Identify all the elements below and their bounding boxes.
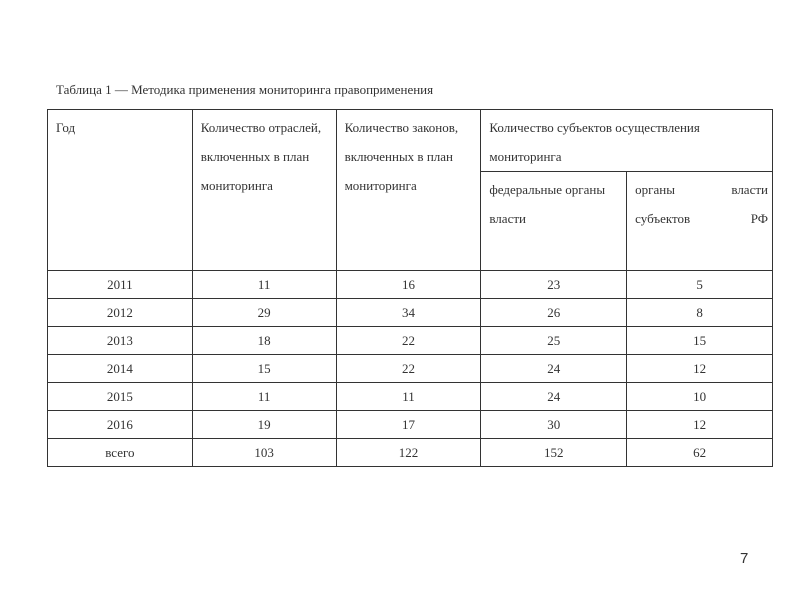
cell-federal: 30: [481, 411, 627, 439]
cell-laws: 122: [336, 439, 481, 467]
cell-year: 2012: [48, 299, 193, 327]
cell-regional: 10: [627, 383, 773, 411]
cell-federal: 23: [481, 271, 627, 299]
cell-laws: 16: [336, 271, 481, 299]
header-regional: органы власти субъектов РФ: [627, 172, 773, 271]
cell-regional: 8: [627, 299, 773, 327]
table-row: [48, 299, 773, 327]
cell-federal: 26: [481, 299, 627, 327]
cell-sectors: 18: [192, 327, 336, 355]
cell-regional: 62: [627, 439, 773, 467]
cell-sectors: 11: [192, 383, 336, 411]
cell-laws: 22: [336, 355, 481, 383]
cell-regional: 12: [627, 411, 773, 439]
table-row: [48, 327, 773, 355]
table-row: [48, 383, 773, 411]
cell-laws: 34: [336, 299, 481, 327]
header-row-1: [48, 110, 773, 172]
header-laws: Количество законов, включенных в план мониторинга: [336, 110, 481, 271]
cell-federal: 152: [481, 439, 627, 467]
header-subjects-group: Количество субъектов осуществления мониторинга: [481, 110, 773, 172]
table-row: [48, 411, 773, 439]
monitoring-table: [47, 109, 773, 467]
cell-year: 2015: [48, 383, 193, 411]
cell-year: 2016: [48, 411, 193, 439]
cell-sectors: 11: [192, 271, 336, 299]
cell-laws: 17: [336, 411, 481, 439]
cell-year: 2011: [48, 271, 193, 299]
header-federal: федеральные органы власти: [481, 172, 627, 271]
cell-federal: 24: [481, 383, 627, 411]
table-caption: Таблица 1 — Методика применения мониторинга правоприменения: [56, 82, 434, 97]
cell-federal: 24: [481, 355, 627, 383]
cell-sectors: 15: [192, 355, 336, 383]
cell-laws: 22: [336, 327, 481, 355]
header-sectors: Количество отраслей, включенных в план мониторинга: [192, 110, 336, 271]
cell-federal: 25: [481, 327, 627, 355]
header-year: Год: [48, 110, 193, 271]
page-number: 7: [740, 550, 749, 567]
table-row: [48, 439, 773, 467]
cell-year: 2013: [48, 327, 193, 355]
cell-laws: 11: [336, 383, 481, 411]
cell-year: всего: [48, 439, 193, 467]
cell-sectors: 29: [192, 299, 336, 327]
cell-year: 2014: [48, 355, 193, 383]
cell-regional: 12: [627, 355, 773, 383]
table-row: [48, 355, 773, 383]
cell-sectors: 103: [192, 439, 336, 467]
table-row: [48, 271, 773, 299]
cell-regional: 5: [627, 271, 773, 299]
cell-regional: 15: [627, 327, 773, 355]
cell-sectors: 19: [192, 411, 336, 439]
